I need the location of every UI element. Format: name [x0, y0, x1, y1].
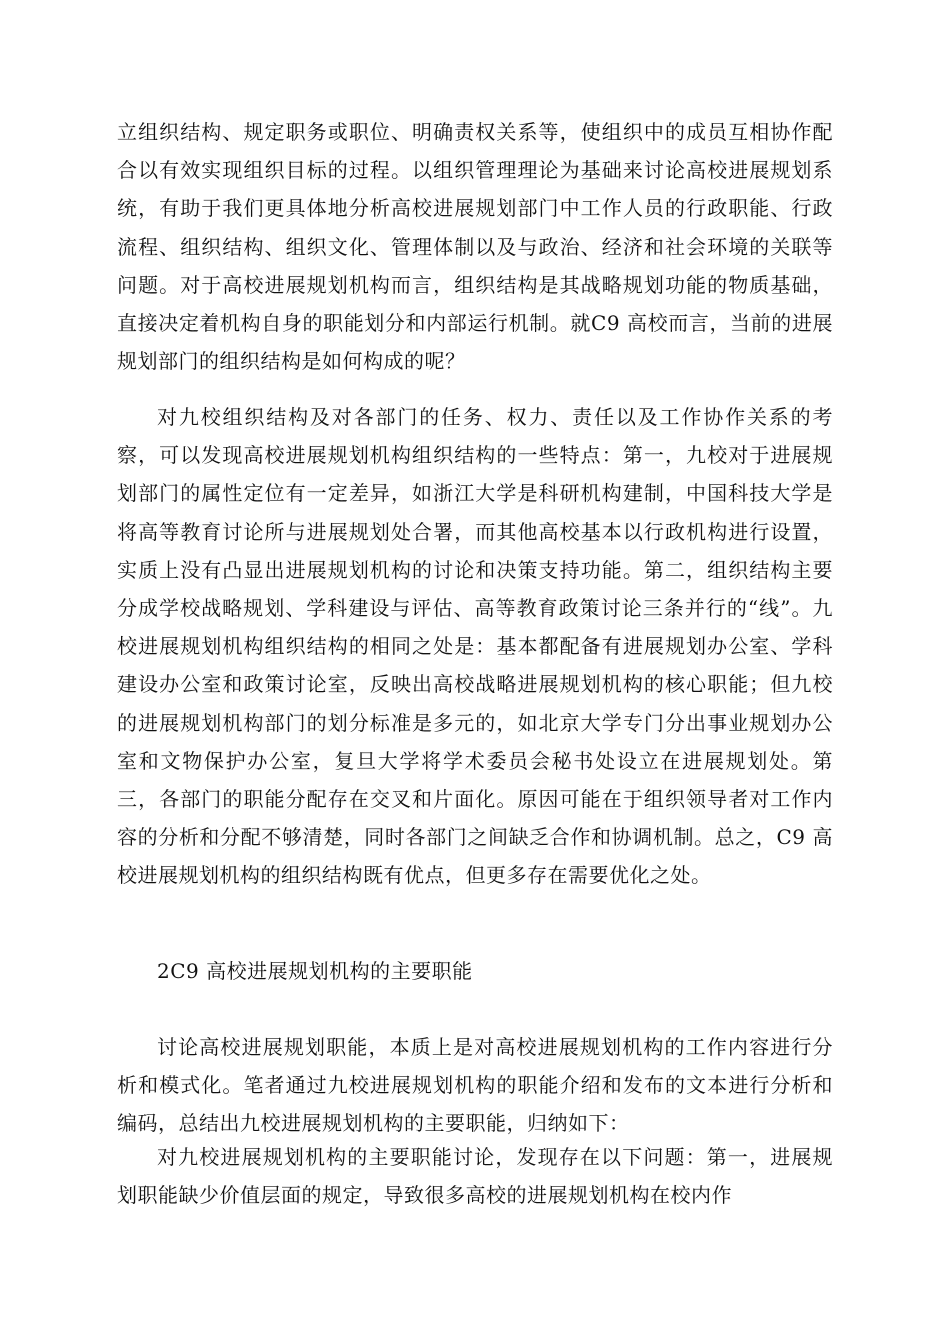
paragraph-functions-intro: 讨论高校进展规划职能，本质上是对高校进展规划机构的工作内容进行分析和模式化。笔者通过九校进展规划机构的职能介绍和发布的文本进行分析和编码，总结出九校进展规划机构的主要职能，归纳如下：	[117, 1035, 833, 1136]
section-heading: 2C9 高校进展规划机构的主要职能	[157, 959, 473, 983]
paragraph-organization-features: 对九校组织结构及对各部门的任务、权力、责任以及工作协作关系的考察，可以发现高校进展规划机构组织结构的一些特点：第一，九校对于进展规划部门的属性定位有一定差异，如浙江大学是科研机构建制，中国科技大学是将高等教育讨论所与进展规划处合署，而其他高校基本以行政机构进行设置，实质上没有凸显出进展规划机构的讨论和决策支持功能。第二，组织结构主要分成学校战略规划、学科建设与评估、高等教育政策讨论三条并行的“线”。九校进展规划机构组织结构的相同之处是：基本都配备有进展规划办公室、学科建设办公室和政策讨论室，反映出高校战略进展规划机构的核心职能；但九校的进展规划机构部门的划分标准是多元的，如北京大学专门分出事业规划办公室和文物保护办公室，复旦大学将学术委员会秘书处设立在进展规划处。第三，各部门的职能分配存在交叉和片面化。原因可能在于组织领导者对工作内容的分析和分配不够清楚，同时各部门之间缺乏合作和协调机制。总之，C9 高校进展规划机构的组织结构既有优点，但更多存在需要优化之处。	[117, 405, 833, 888]
paragraph-functions-issues: 对九校进展规划机构的主要职能讨论，发现存在以下问题：第一，进展规划职能缺少价值层面的规定，导致很多高校的进展规划机构在校内作	[117, 1145, 833, 1208]
paragraph-continuation: 立组织结构、规定职务或职位、明确责权关系等，使组织中的成员互相协作配合以有效实现组织目标的过程。以组织管理理论为基础来讨论高校进展规划系统，有助于我们更具体地分析高校进展规划部门中工作人员的行政职能、行政流程、组织结构、组织文化、管理体制以及与政治、经济和社会环境的关联等问题。对于高校进展规划机构而言，组织结构是其战略规划功能的物质基础，直接决定着机构自身的职能划分和内部运行机制。就C9 高校而言，当前的进展规划部门的组织结构是如何构成的呢？	[117, 120, 833, 374]
